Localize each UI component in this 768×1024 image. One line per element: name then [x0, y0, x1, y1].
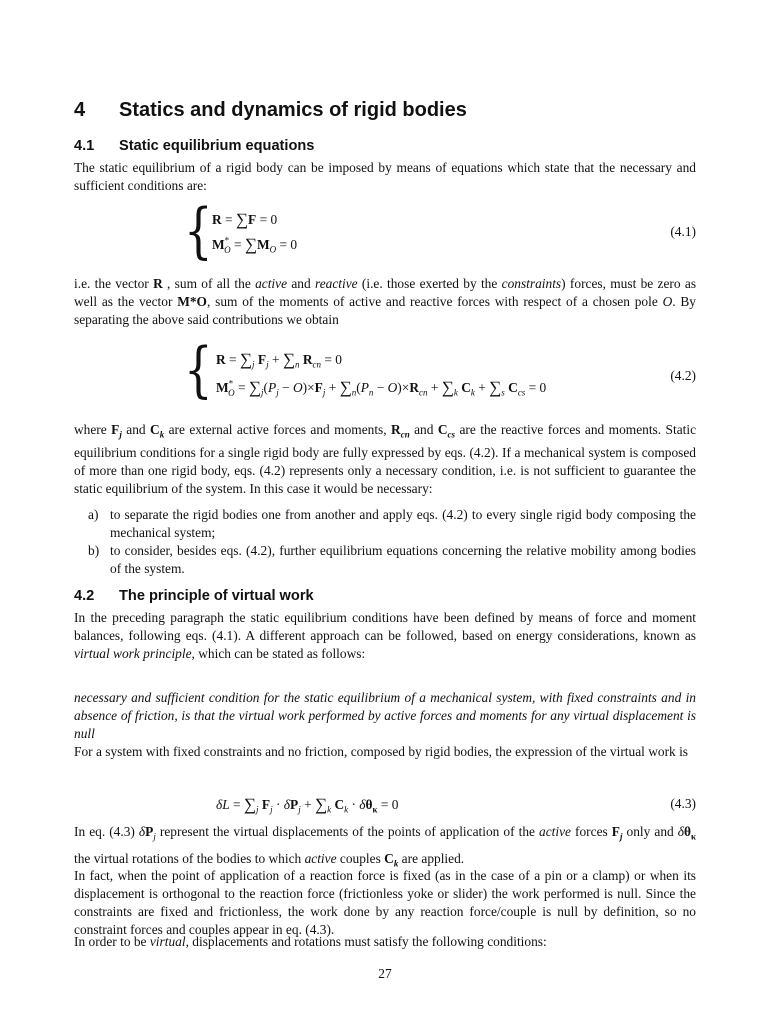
paragraph-vector-r [74, 275, 696, 329]
list-item-label: b) [88, 543, 100, 558]
equation-4-2-line-1: $R = \sum_j$ $F_j + \sum_n$ $R_{cn} = 0$ [216, 350, 342, 370]
equation-4-1-line-2: $M^*_O = \sum M_O = 0$ [212, 235, 298, 255]
symbol-ccs: $C_{cs}$ [437, 422, 456, 440]
equation-label: (4.2) [670, 368, 696, 383]
paragraph-virtual-displacements: In eq. (4.3) $\delta P_j$ represent the virtual displacements of the points of application of the active forces $F_j$ only and $\delta\theta_\kappa$ the virtual rotations of the bodies to which active couples $C_k$ are applied. [74, 824, 696, 869]
paragraph-reaction-work: In fact, when the point of application of a reaction force is fixed (as in the case of a pin or a clamp) or when its displacement is orthogonal to the reaction force (frictionless yoke or slider) the work performed is null. Since the constraints are fixed and frictionless, the work done by any reaction force/couple is null by definition, so no constraint forces and couples appear in eq. (4.3). [74, 868, 696, 937]
emphasis-reactive: reactive [314, 276, 358, 291]
emphasis-virtual: virtual [149, 934, 186, 949]
list-item [88, 542, 696, 578]
equation-4-3 [74, 790, 696, 820]
text-run: the virtual rotations of the bodies to which [74, 850, 305, 866]
requirements-list [88, 506, 696, 578]
section-heading-4-2 [74, 588, 314, 604]
emphasis-active: active [255, 276, 288, 291]
page-number: 27 [378, 966, 392, 981]
chapter-heading [74, 99, 467, 122]
section-heading-4-1 [74, 138, 314, 154]
text-run: couples [336, 850, 385, 866]
text-run: ) forces, must be zero as well as the vector [74, 276, 697, 309]
equation-4-3-line-1: $\delta L = \sum_j$ $F_j \cdot \delta P_j + \sum_k$ $C_k \cdot \delta\theta_\kappa = 0$ [216, 795, 399, 815]
equation-label: (4.1) [670, 224, 696, 239]
chapter-number: 4 [74, 99, 86, 121]
symbol-rcn: $R_{cn}$ [391, 422, 410, 440]
symbol-r: R [153, 276, 163, 291]
text-run: are external active forces and moments, [164, 422, 392, 437]
paragraph-forces [74, 421, 696, 498]
list-item [88, 506, 696, 542]
symbol-fj: $F_j$ [111, 422, 122, 440]
symbol-delta-pj: δ [138, 824, 146, 839]
symbol-delta-theta: δ [677, 824, 684, 839]
emphasis-active: active [539, 824, 571, 839]
emphasis-constraints: constraints [501, 276, 562, 291]
paragraph-conditions [74, 933, 696, 951]
left-brace-icon: { [184, 335, 213, 405]
equation-label: (4.3) [670, 796, 696, 811]
symbol-o: O [662, 294, 673, 309]
emphasis-active: active [304, 850, 337, 866]
text-run: forces [570, 824, 612, 839]
text-run: , displacements and rotations must satisfy the following conditions: [185, 934, 547, 949]
chapter-title: Statics and dynamics of rigid bodies [119, 99, 467, 121]
text-run: where [74, 422, 112, 437]
symbol-ck: $C_k$ [150, 422, 165, 440]
text-run: In eq. (4.3) [74, 824, 139, 839]
equation-4-2 [74, 335, 696, 405]
text-run: represent the virtual displacements of the points of application of the [155, 824, 540, 839]
list-item-text: to consider, besides eqs. (4.2), further equilibrium equations concerning the relative mobility among bodies of the system. [110, 543, 696, 576]
text-run: (i.e. those exerted by the [357, 276, 502, 291]
text-run: , sum of the moments of active and reactive forces with respect of a chosen pole [206, 294, 663, 309]
section-title: Static equilibrium equations [119, 138, 315, 154]
principle-statement: necessary and sufficient condition for the static equilibrium of a mechanical system, with fixed constraints and in absence of friction, is that the virtual work performed by active forces and moments for any virtual displacement is null [74, 690, 696, 742]
text-run: In the preceding paragraph the static equilibrium conditions have been defined by means of force and moment balances, following eqs. (4.1). A different approach can be followed, based on energy considerations, known as [74, 610, 696, 643]
section-title: The principle of virtual work [119, 588, 314, 604]
text-run: are applied. [398, 850, 465, 866]
text-run: , which can be stated as follows: [191, 646, 366, 661]
text-run: only and [622, 824, 678, 839]
text-run: . By separating the above said contributions we obtain [74, 294, 697, 327]
paragraph-virtual-work-intro [74, 609, 696, 663]
text-run: and [287, 276, 315, 291]
symbol-mo: M*O [177, 294, 207, 309]
symbol-fj: $F_j$ [611, 824, 623, 842]
text-run: are the reactive forces and moments. Static equilibrium conditions for a single rigid body are fully expressed by eqs. (4.2). If a mechanical system is composed of more than one rigid body, eqs. (4.2) represents only a necessary condition, i.e. is not sufficient to guarantee the static equilibrium of the system. In this case it would be necessary: [74, 422, 697, 496]
text-run: i.e. the vector [74, 276, 154, 291]
emphasis-virtual-work-principle: virtual work principle [74, 646, 192, 661]
text-run: and [121, 422, 151, 437]
text-run: In order to be [74, 934, 150, 949]
equation-4-2-line-2: $M^*_O = \sum_j(P_j - O)\times F_j + \sum_n(P_n - O)\times R_{cn} + \sum_k$ $C_k + \sum_s$ $C_{cs} = 0$ [216, 378, 547, 398]
text-run: and [409, 422, 438, 437]
symbol-ck: $C_k$ [384, 850, 399, 869]
list-item-label: a) [88, 507, 99, 522]
paragraph-virtual-work-expression: For a system with fixed constraints and no friction, composed by rigid bodies, the expression of the virtual work is [74, 744, 689, 759]
text-run: , sum of all the [162, 276, 256, 291]
list-item-text: to separate the rigid bodies one from another and apply eqs. (4.2) to every single rigid body composing the mechanical system; [110, 507, 696, 540]
section-number: 4.2 [74, 588, 95, 604]
equation-4-1 [74, 196, 696, 266]
equation-4-1-line-1: R = ∑F = 0 [212, 210, 278, 229]
section-number: 4.1 [74, 138, 95, 154]
paragraph-intro: The static equilibrium of a rigid body can be imposed by means of equations which state that the necessary and sufficient conditions are: [74, 160, 696, 193]
left-brace-icon: { [184, 196, 213, 266]
